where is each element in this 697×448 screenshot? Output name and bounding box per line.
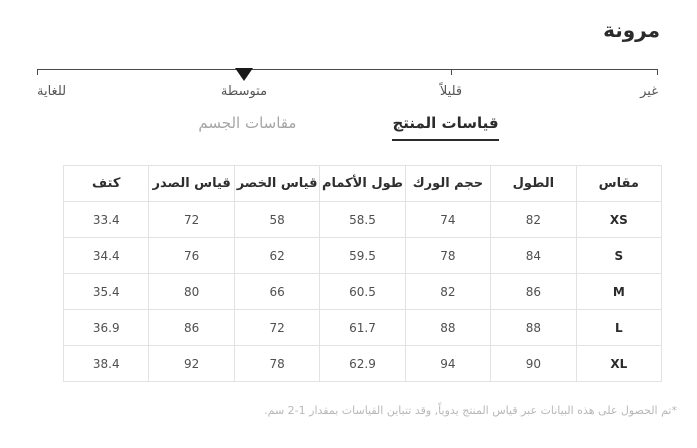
measurement-cell: 62 xyxy=(234,238,319,274)
elasticity-title: مرونة xyxy=(603,18,660,42)
table-header-cell: مقاس xyxy=(576,166,661,202)
scale-tick xyxy=(451,69,452,75)
elasticity-scale xyxy=(37,61,658,105)
size-table-container xyxy=(63,165,662,382)
measurement-cell: 61.7 xyxy=(320,310,405,346)
measurement-cell: 72 xyxy=(149,202,234,238)
measurement-cell: 88 xyxy=(491,310,576,346)
measurement-cell: 62.9 xyxy=(320,346,405,382)
table-row xyxy=(64,346,662,382)
measurement-cell: 84 xyxy=(491,238,576,274)
size-label-cell: XS xyxy=(576,202,661,238)
size-table xyxy=(63,165,662,382)
measurement-cell: 86 xyxy=(491,274,576,310)
size-label-cell: XL xyxy=(576,346,661,382)
measurement-cell: 86 xyxy=(149,310,234,346)
table-header-cell: حجم الورك xyxy=(405,166,490,202)
measurement-cell: 58.5 xyxy=(320,202,405,238)
measurement-cell: 88 xyxy=(405,310,490,346)
measurement-tabs xyxy=(0,112,697,141)
measurement-cell: 92 xyxy=(149,346,234,382)
scale-tick xyxy=(37,69,38,75)
size-guide-panel xyxy=(0,16,697,448)
measurement-cell: 58 xyxy=(234,202,319,238)
table-header-cell: كتف xyxy=(64,166,149,202)
table-row xyxy=(64,202,662,238)
scale-label: للغاية xyxy=(37,84,67,99)
measurement-cell: 82 xyxy=(405,274,490,310)
table-row xyxy=(64,238,662,274)
table-row xyxy=(64,274,662,310)
measurement-cell: 80 xyxy=(149,274,234,310)
measurement-cell: 35.4 xyxy=(64,274,149,310)
table-row xyxy=(64,310,662,346)
measurement-cell: 38.4 xyxy=(64,346,149,382)
measurement-disclaimer: *تم الحصول على هذه البيانات عبر قياس المنتج يدوياً, وقد تتباين القياسات بمقدار 1-2 سم. xyxy=(264,404,677,417)
measurement-cell: 82 xyxy=(491,202,576,238)
measurement-cell: 66 xyxy=(234,274,319,310)
measurement-cell: 59.5 xyxy=(320,238,405,274)
measurement-cell: 36.9 xyxy=(64,310,149,346)
measurement-cell: 74 xyxy=(405,202,490,238)
table-header-cell: الطول xyxy=(491,166,576,202)
measurement-cell: 33.4 xyxy=(64,202,149,238)
table-header-cell: قياس الصدر xyxy=(149,166,234,202)
measurement-cell: 34.4 xyxy=(64,238,149,274)
size-label-cell: S xyxy=(576,238,661,274)
scale-label: غير xyxy=(640,84,658,99)
table-header-cell: قياس الخصر xyxy=(234,166,319,202)
size-label-cell: M xyxy=(576,274,661,310)
scale-tick xyxy=(657,69,658,75)
measurement-cell: 90 xyxy=(491,346,576,382)
scale-line xyxy=(37,69,658,70)
measurement-cell: 78 xyxy=(405,238,490,274)
scale-marker-triangle-icon xyxy=(235,68,253,81)
scale-label: قليلاً xyxy=(439,84,463,99)
measurement-cell: 60.5 xyxy=(320,274,405,310)
measurement-cell: 72 xyxy=(234,310,319,346)
tab-body-measurements[interactable]: مقاسات الجسم xyxy=(198,114,297,132)
size-label-cell: L xyxy=(576,310,661,346)
measurement-cell: 94 xyxy=(405,346,490,382)
tab-product-measurements[interactable]: قياسات المنتج xyxy=(392,112,498,141)
measurement-cell: 78 xyxy=(234,346,319,382)
measurement-cell: 76 xyxy=(149,238,234,274)
scale-label: متوسطة xyxy=(220,84,268,99)
table-header-cell: طول الأكمام xyxy=(320,166,405,202)
table-header-row xyxy=(64,166,662,202)
